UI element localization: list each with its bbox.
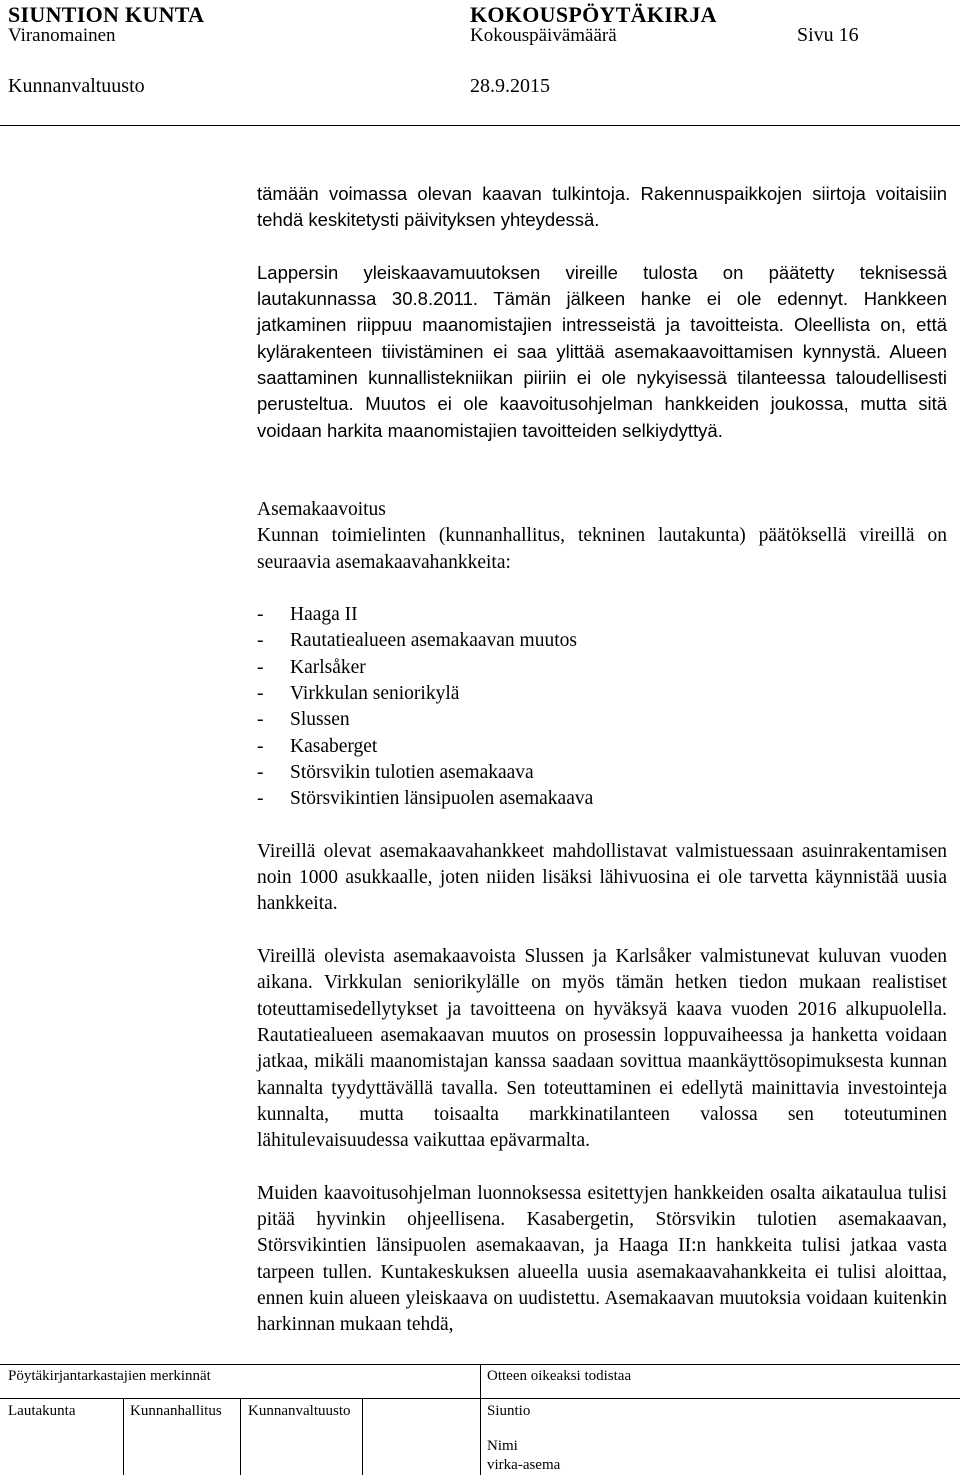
- footer-col-kunnanvaltuusto: Kunnanvaltuusto: [248, 1403, 351, 1419]
- header-divider: [0, 125, 960, 126]
- body-block-2: [257, 497, 947, 1339]
- authority-label: Viranomainen: [8, 25, 116, 46]
- checkers-label: Pöytäkirjantarkastajien merkinnät: [8, 1368, 211, 1384]
- paragraph-4: Vireillä olevat asemakaavahankkeet mahdollistavat valmistuessaan asuinrakentamisen noin 1000 asukkaalle, joten niiden lisäksi lähivuosina ei ole tarvetta käynnistää uusia hankkeita.: [257, 840, 947, 915]
- list-item: - Störsvikin tulotien asemakaava: [257, 761, 534, 783]
- footer-title-label: virka-asema: [487, 1457, 561, 1473]
- list-item: - Slussen: [257, 709, 350, 731]
- list-item: - Karlsåker: [257, 656, 366, 678]
- authority-name: Kunnanvaltuusto: [8, 75, 145, 97]
- meeting-date: 28.9.2015: [470, 75, 550, 97]
- footer-divider-3: [362, 1398, 363, 1475]
- project-list: [257, 602, 947, 812]
- page-number: Sivu 16: [797, 24, 859, 46]
- footer-divider-2: [240, 1398, 241, 1475]
- paragraph-3: Kunnan toimielinten (kunnanhallitus, tekninen lautakunta) päätöksellä vireillä on seuraavia asemakaavahankkeita:: [257, 525, 947, 573]
- footer-divider-1: [123, 1398, 124, 1475]
- list-item: - Virkkulan seniorikylä: [257, 683, 460, 705]
- paragraph-1: tämään voimassa olevan kaavan tulkintoja. Rakennuspaikkojen siirtoja voitaisiin tehdä keskitetysti päivityksen yhteydessä.: [257, 183, 947, 231]
- footer-col-kunnanhallitus: Kunnanhallitus: [130, 1403, 222, 1419]
- meeting-date-label: Kokouspäivämäärä: [470, 25, 617, 46]
- footer-name-label: Nimi: [487, 1438, 518, 1454]
- footer-divider-4: [480, 1364, 481, 1475]
- body-block-1: [257, 181, 947, 444]
- paragraph-2: Lappersin yleiskaavamuutoksen vireille tulosta on päätetty teknisessä lautakunnassa 30.8.2011. Tämän jälkeen hanke ei ole edennyt. Hankkeen jatkaminen riippuu maanomistajien intresseistä ja tavoitteista. Oleellista on, että kylärakenteen tiivistäminen ei saa ylittää asemakaavoittamisen kynnystä. Alueen saattaminen kunnallistekniikan piiriin ei ole nykyisessä tilanteessa taloudellisesti perusteltua. Muutos ei ole kaavoitusohjelman hankkeiden joukossa, mutta sitä voidaan harkita maanomistajien tavoitteiden selkiydyttyä.: [257, 261, 947, 441]
- certified-label: Otteen oikeaksi todistaa: [487, 1368, 632, 1384]
- list-item: - Störsvikintien länsipuolen asemakaava: [257, 788, 594, 810]
- footer-place: Siuntio: [487, 1403, 531, 1419]
- paragraph-5: Vireillä olevista asemakaavoista Slussen ja Karlsåker valmistunevat kuluvan vuoden aikana. Virkkulan seniorikylälle on myös tämän hetken tiedon mukaan realistiset toteuttamisedellytykset ja tavoitteena on hyväksyä kaava vuoden 2016 alkupuolella. Rautatiealueen asemakaavan muutos on prosessin loppuvaiheessa ja hanketta voidaan jatkaa, mikäli maanomistajan kanssa saadaan sovittua maankäyttösopimuksesta kunnan kannalta tyydyttävällä tavalla. Sen toteuttaminen ei edellytä mainittavia investointeja kunnalta, mutta toisaalta markkinatilanteen valossa sen toteutuminen lähitulevaisuudessa vaikuttaa epävarmalta.: [257, 946, 947, 1152]
- paragraph-6: Muiden kaavoitusohjelman luonnoksessa esitettyjen hankkeiden osalta aikataulua tulisi pitää hyvinkin ohjeellisena. Kasabergetin, Störsvikin tulotien asemakaavan, Störsvikintien länsipuolen asemakaavan, ja Haaga II:n hankkeita tulisi jatkaa vasta tarpeen tullen. Kuntakeskuksen alueella uusia asemakaavahankkeita ei tulisi aloittaa, ennen kuin alueen yleiskaava on uudistettu. Asemakaavan muutoksia voidaan kuitenkin harkinnan mukaan tehdä,: [257, 1182, 947, 1336]
- section-heading: Asemakaavoitus: [257, 499, 386, 520]
- footer-col-lautakunta: Lautakunta: [8, 1403, 76, 1419]
- list-item: - Kasaberget: [257, 735, 378, 757]
- list-item: - Haaga II: [257, 604, 358, 626]
- org-name: SIUNTION KUNTA: [8, 2, 205, 27]
- document-type: KOKOUSPÖYTÄKIRJA: [470, 2, 717, 27]
- list-item: - Rautatiealueen asemakaavan muutos: [257, 630, 577, 652]
